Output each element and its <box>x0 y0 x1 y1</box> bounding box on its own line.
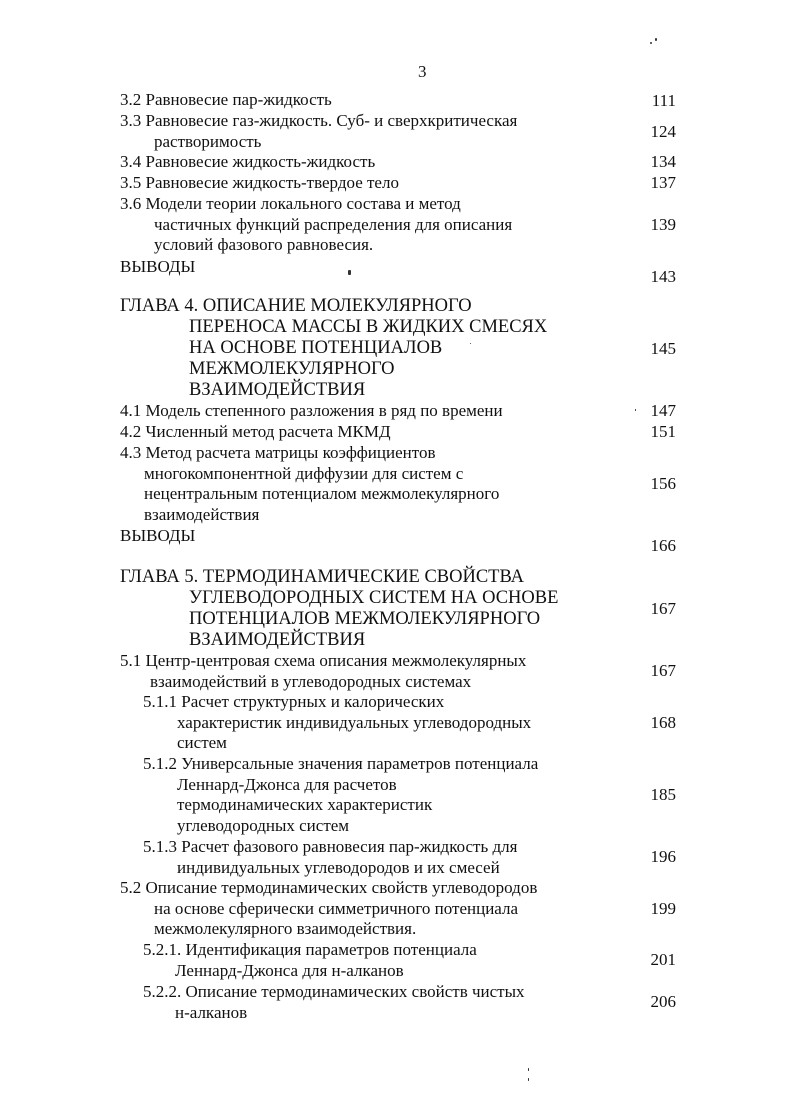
toc-page-number: 147 <box>650 401 676 420</box>
toc-page-number: 201 <box>650 950 676 969</box>
toc-entry-line: ВЫВОДЫ <box>120 526 196 545</box>
toc-entry-line: ВЗАИМОДЕЙСТВИЯ <box>189 630 366 650</box>
toc-entry-line: термодинамических характеристик <box>177 795 433 815</box>
toc-page-number: 199 <box>650 899 676 918</box>
toc-page-number: 151 <box>650 422 676 441</box>
toc-entry-line: 4.2 Численный метод расчета МКМД <box>120 422 391 441</box>
toc-entry-line: МЕЖМОЛЕКУЛЯРНОГО <box>189 359 395 379</box>
toc-entry-line: многокомпонентной диффузии для систем с <box>144 463 464 483</box>
toc-entry-line: взаимодействий в углеводородных системах <box>150 671 472 691</box>
toc-entry-line: УГЛЕВОДОРОДНЫХ СИСТЕМ НА ОСНОВЕ <box>189 588 559 608</box>
toc-entry-line: 3.4 Равновесие жидкость-жидкость <box>120 152 376 171</box>
toc-entry-line: 3.3 Равновесие газ-жидкость. Суб- и сверхкритическая <box>120 111 518 130</box>
toc-page-number: 124 <box>650 122 676 141</box>
scan-speck <box>635 409 636 411</box>
toc-entry-line: систем <box>177 733 227 753</box>
toc-entry-line: 4.1 Модель степенного разложения в ряд по времени <box>120 401 503 420</box>
toc-entry-line: ПЕРЕНОСА МАССЫ В ЖИДКИХ СМЕСЯХ <box>189 317 548 337</box>
page-number: 3 <box>418 62 427 81</box>
toc-page-number: 168 <box>650 713 676 732</box>
toc-entry-line: на основе сферически симметричного потенциала <box>154 898 519 918</box>
toc-entry-line: 5.1.3 Расчет фазового равновесия пар-жидкость для <box>143 837 518 856</box>
scan-speck <box>470 343 471 344</box>
toc-entry-line: 4.3 Метод расчета матрицы коэффициентов <box>120 443 436 462</box>
toc-entry-line: характеристик индивидуальных углеводородных <box>177 712 532 732</box>
toc-entry-line: 5.2.2. Описание термодинамических свойств чистых <box>143 982 525 1001</box>
toc-page-number: 185 <box>650 785 676 804</box>
toc-entry-line: ПОТЕНЦИАЛОВ МЕЖМОЛЕКУЛЯРНОГО <box>189 609 541 629</box>
toc-page-number: 166 <box>650 536 676 555</box>
toc-entry-line: углеводородных систем <box>177 815 350 835</box>
toc-entry-line: 3.6 Модели теории локального состава и метод <box>120 194 461 213</box>
toc-entry-line: ГЛАВА 4. ОПИСАНИЕ МОЛЕКУЛЯРНОГО <box>120 296 472 316</box>
toc-entry-line: индивидуальных углеводородов и их смесей <box>177 857 500 877</box>
scan-speck <box>655 38 657 41</box>
toc-entry-line: нецентральным потенциалом межмолекулярного <box>144 484 500 504</box>
toc-entry-line: 5.1.2 Универсальные значения параметров потенциала <box>143 754 539 773</box>
toc-entry-line: межмолекулярного взаимодействия. <box>154 919 417 939</box>
toc-page-number: 167 <box>650 599 676 618</box>
scan-speck <box>348 270 351 275</box>
toc-entry-line: Леннард-Джонса для н-алканов <box>175 960 404 980</box>
toc-entry-line: условий фазового равновесия. <box>154 235 374 255</box>
scan-speck <box>650 42 652 44</box>
toc-entry-line: Леннард-Джонса для расчетов <box>177 774 397 794</box>
toc-entry-line: ВЗАИМОДЕЙСТВИЯ <box>189 380 366 400</box>
toc-entry-line: взаимодействия <box>144 504 260 524</box>
toc-entry-line: 5.2.1. Идентификация параметров потенциала <box>143 940 477 959</box>
toc-page-number: 167 <box>650 661 676 680</box>
toc-entry-line: растворимость <box>154 131 262 151</box>
toc-page-number: 196 <box>650 847 676 866</box>
toc-entry-line: 5.1.1 Расчет структурных и калорических <box>143 692 445 711</box>
toc-page-number: 145 <box>650 339 676 358</box>
toc-entry-line: ГЛАВА 5. ТЕРМОДИНАМИЧЕСКИЕ СВОЙСТВА <box>120 567 525 587</box>
toc-entry-line: 3.5 Равновесие жидкость-твердое тело <box>120 173 399 192</box>
toc-entry-line: 3.2 Равновесие пар-жидкость <box>120 90 332 109</box>
toc-page-number: 206 <box>650 992 676 1011</box>
toc-entry-line: 5.1 Центр-центровая схема описания межмолекулярных <box>120 651 527 670</box>
scan-speck <box>528 1068 529 1071</box>
toc-entry-line: н-алканов <box>175 1002 248 1022</box>
toc-page-number: 137 <box>650 173 676 192</box>
toc-entry-line: ВЫВОДЫ <box>120 257 196 276</box>
toc-page-number: 156 <box>650 474 676 493</box>
toc-page-number: 111 <box>651 91 676 110</box>
toc-entry-line: НА ОСНОВЕ ПОТЕНЦИАЛОВ <box>189 338 443 358</box>
scan-speck <box>528 1078 529 1081</box>
toc-entry-line: 5.2 Описание термодинамических свойств углеводородов <box>120 878 538 897</box>
toc-page-number: 143 <box>650 267 676 286</box>
toc-page-number: 134 <box>650 152 676 171</box>
toc-page-number: 139 <box>650 215 676 234</box>
toc-entry-line: частичных функций распределения для описания <box>154 214 513 234</box>
